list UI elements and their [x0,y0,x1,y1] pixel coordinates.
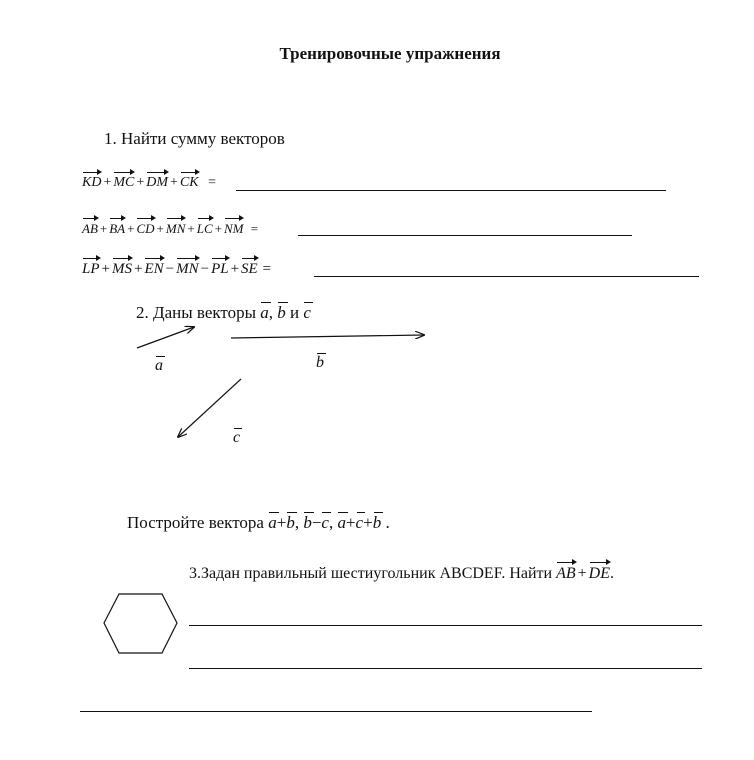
vector-term: DM [146,175,169,190]
page-title: Тренировочные упражнения [279,44,501,63]
equation-3: LP + MS + EN − MN − PL + SE = [82,261,271,277]
label-a: a [155,357,163,374]
label-b: b [316,354,324,371]
vector-a-arrow [137,327,194,348]
hexagon-shape [104,594,177,653]
answer-line [80,711,592,712]
task2-heading: 2. Даны векторы a, b и c [136,303,311,322]
answer-line [189,625,702,626]
vector-term: MC [113,175,135,190]
label-c: c [233,429,241,446]
task3-text: 3.Задан правильный шестиугольник ABCDEF. Найти AB + DE. [189,565,614,582]
equation-2: AB + BA + CD + MN + LC + NM = [82,221,259,236]
vector-term: CK [179,175,199,190]
task2-instruction: Постройте вектора a+b, b−c, a+c+b . [127,513,390,532]
task1-heading: 1. Найти сумму векторов [104,129,285,148]
vector-b-arrow [231,335,424,338]
equation-1: KD + MC + DM + CK = [82,175,217,190]
vector-term: KD [82,175,102,190]
answer-line [189,668,702,669]
vector-c-arrow [178,379,241,437]
